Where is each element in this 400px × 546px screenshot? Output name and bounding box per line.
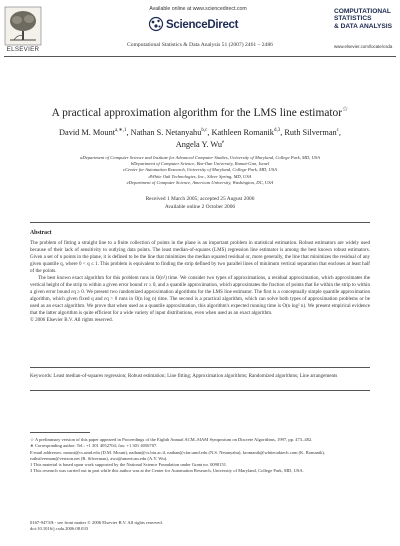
footnote-nsf: 1 This material is based upon work supported by the National Science Foundation under Grant no. 0098151. bbox=[30, 461, 228, 467]
title-footnote-mark[interactable]: ☆ bbox=[342, 105, 349, 113]
header-divider bbox=[4, 56, 396, 57]
footnote-emails[interactable]: E-mail addresses: mount@cs.umd.edu (D.M. Mount), nathan@cs.biu.ac.il, nathan@cfar.umd.edu (N.S. Netanyahu), kromanik@whiteoaktech.com (K. Romanik), ruthsilverman@verizon.net (R. Silverman), awu@american.edu (A.Y. Wu). bbox=[30, 449, 326, 461]
abstract-divider-top bbox=[30, 222, 370, 223]
sciencedirect-logo: ScienceDirect bbox=[166, 19, 239, 31]
author-list: David M. Mount$^{a,∗,1}$, Nathan S. Netanyahu$^{b,c}$, Kathleen Romanik$^{d,3}$, Ruth Silverman$^c$, Angela Y. Wu$^e$ bbox=[59, 127, 341, 149]
abstract-paragraph-2: The best known exact algorithm for this problem runs in O(n²) time. We consider two types of approximations, a residual approximation, which approximates the vertical height of the strip to within a given error bound εr ≥ 0, and a quantile approximation, which approximates the fraction of points that lie within the strip to within a given error bound εq ≥ 0. We present two randomized approximation algorithms for the LMS line estimator. The first is a conceptually simple quantile approximation algorithm, which given fixed q and εq > 0 runs in O(n log n) time. The second is a practical algorithm, which can solve both types of approximation problems or be used as an exact algorithm. We prove that when used as a quantile approximation, this algorithm's expected running time is O(n log² n). We present empirical evidence that the latter algorithm is quite efficient for a wide variety of input distributions, even when used as an exact algorithm. bbox=[30, 275, 370, 316]
elsevier-tree-logo-icon bbox=[4, 6, 42, 46]
author-2[interactable]: Nathan S. Netanyahu bbox=[130, 127, 202, 137]
issn-line: 0167-9473/$ - see front matter © 2006 Elsevier B.V. All rights reserved. bbox=[30, 520, 163, 525]
affiliation-e: eDepartment of Computer Science, American University, Washington, DC, USA bbox=[126, 179, 274, 185]
journal-title bbox=[334, 8, 392, 30]
abstract-body bbox=[30, 240, 370, 324]
paper-title bbox=[30, 105, 370, 119]
publication-dates bbox=[80, 196, 320, 211]
journal-citation: Computational Statistics & Data Analysis 51 (2007) 2461 – 2486 bbox=[127, 42, 273, 48]
paper-title-text: A practical approximation algorithm for the LMS line estimator bbox=[51, 106, 343, 119]
author-5[interactable]: Angela Y. Wu bbox=[175, 139, 223, 149]
footnote-preliminary: ☆ A preliminary version of this paper appeared in Proceedings of the Eighth Annual ACM–SIAM Symposium on Discrete Algorithms, 1997, pp. 473–482. bbox=[30, 437, 313, 442]
author-1[interactable]: David M. Mount bbox=[59, 127, 116, 137]
keywords-divider bbox=[30, 367, 370, 368]
abstract-paragraph-1: The problem of fitting a straight line to a finite collection of points in the plane is an important problem in statistical estimation. Robust estimators are widely used because of their lack of sensitivity to outlying data points. The least median-of-squares (LMS) regression line estimator is among the best known robust estimators. Given a set of n points in the plane, it is defined to be the line that minimizes the median squared residual or, more generally, the line that minimizes the residual of any given quantile q, where 0 < q ≤ 1. This problem is equivalent to finding the strip defined by two parallel lines of minimum vertical separation that encloses at least half of the points. bbox=[30, 240, 370, 274]
keywords-divider-bottom bbox=[30, 390, 370, 391]
footnote-corresponding: ∗ Corresponding author. Tel.: +1 301 4052704; fax: +1 301 4056707. bbox=[30, 443, 158, 449]
available-date: Available online 2 October 2006 bbox=[164, 203, 236, 210]
author-1-sup: a,∗,1 bbox=[115, 128, 127, 133]
doi-line[interactable]: doi:10.1016/j.csda.2006.08.033 bbox=[30, 526, 89, 532]
available-online-text: Available online at www.sciencedirect.com bbox=[149, 6, 247, 12]
publisher-name: ELSEVIER bbox=[6, 46, 40, 53]
copyright-notice: © 2006 Elsevier B.V. All rights reserved. bbox=[30, 317, 113, 323]
footnote-research: 3 This research was carried out in part while this author was at the Center for Automation Research, University of Maryland, College Park, MD, USA. bbox=[30, 468, 304, 474]
author-3[interactable]: Kathleen Romanik bbox=[211, 127, 274, 137]
sciencedirect-logo-icon bbox=[148, 16, 164, 32]
front-matter bbox=[30, 520, 370, 532]
author-2-sup: b,c bbox=[201, 128, 208, 133]
abstract-heading: Abstract bbox=[30, 230, 52, 236]
affiliation-b: bDepartment of Computer Science, Bar-Ilan University, Ramat-Gan, Israel bbox=[130, 161, 270, 167]
footnote-rule bbox=[30, 432, 90, 433]
journal-title-line-2: STATISTICS bbox=[334, 15, 372, 23]
journal-title-line-1: COMPUTATIONAL bbox=[334, 8, 391, 15]
author-3-sup: d,3 bbox=[273, 128, 281, 133]
footnotes bbox=[30, 437, 370, 474]
keywords: Keywords: Least median-of-squares regression; Robust estimation; Line fitting; Approximation algorithms; Randomized algorithms; Line arrangements bbox=[30, 373, 338, 379]
affiliation-c: cCenter for Automation Research, University of Maryland, College Park, MD, USA bbox=[123, 167, 277, 173]
journal-url[interactable]: www.elsevier.com/locate/csda bbox=[334, 44, 393, 49]
author-4[interactable]: Ruth Silverman bbox=[284, 127, 337, 137]
affiliation-d: dWhite Oak Technologies, Inc., Silver Spring, MD, USA bbox=[148, 173, 252, 179]
author-4-sup: c bbox=[336, 128, 339, 133]
affiliations bbox=[20, 155, 380, 186]
journal-title-line-3: & DATA ANALYSIS bbox=[334, 22, 393, 30]
affiliation-a: aDepartment of Computer Science and Institute for Advanced Computer Studies, University of Maryland, College Park, MD, USA bbox=[80, 155, 320, 160]
author-5-sup: e bbox=[222, 140, 225, 146]
received-date: Received 1 March 2005; accepted 25 August 2006 bbox=[145, 196, 255, 202]
